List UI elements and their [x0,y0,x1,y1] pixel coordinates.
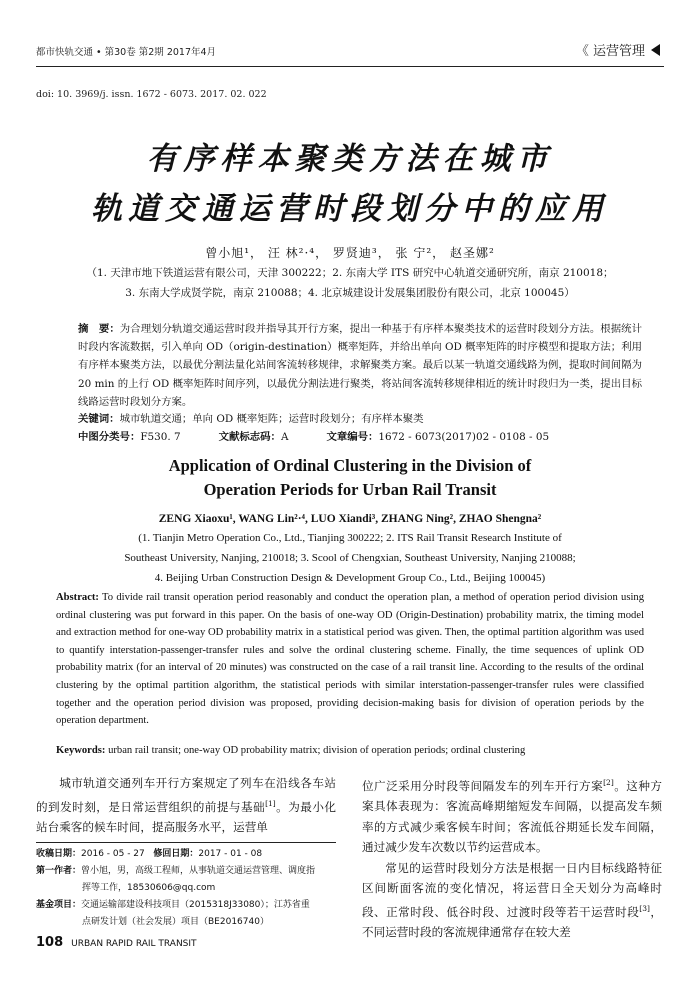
footnote-rule [36,842,336,843]
article-no-label: 文章编号： [326,431,379,443]
title-cn-line-2: 轨道交通运营时段划分中的应用 [91,191,609,227]
received-label: 收稿日期： [36,849,82,859]
footnote-fund [36,897,336,931]
clc-value: F530. 7 [140,431,181,443]
body-right-para-1: 位广泛采用分时段等间隔发车的列车开行方案[2]。这种方案具体表现为：客流高峰期缩短发车间隔，以提高发车频率的方式减少乘客候车时间；客流低谷期延长发车间隔，通过减少发车次数以节约运营成本。 [362,778,662,855]
header-rule [36,66,664,67]
affiliation-en-3: 4. Beijing Urban Construction Design & Development Group Co., Ltd., Beijing 100045) [154,572,546,584]
received-date: 2016 - 05 - 27 [81,849,145,859]
body-left-text-2: 。为最小化站台乘客的候车时间，提高服务水平，运营单 [36,799,336,834]
doc-code-label: 文献标志码： [218,431,281,443]
keywords-cn [78,410,424,425]
doc-code-value: A [280,431,289,443]
body-left-column [36,773,336,837]
revised-date: 2017 - 01 - 08 [198,849,263,859]
abstract-cn-text: 为合理划分轨道交通运营时段并指导其开行方案，提出一种基于有序样本聚类技术的运营时段划分方法。根据统计时段内客流数据，引入单向 OD（origin-destination）概率矩阵，并给出单向 OD 概率矩阵的时序模型和提取方法；利用有序样本聚类方法，以最优分割法量化站间客流转移规律，求解聚类方案。最后以某一轨道交通线路为例，提取时间间隔为 20 min 的上行 OD 概率矩阵时间序列，以最优分割法进行聚类，将站间客流转移规律相近的统计时段归为一类，提出目标线路运营时段划分方案。 [78,323,643,408]
keywords-en [56,745,525,756]
running-header: 都市快轨交通 • 第30卷 第2期 2017年4月 [36,47,217,58]
fund-line-1: 交通运输部建设科技项目（2015318J33080）；江苏省重 [81,900,310,910]
author-line-1: 曾小旭，男，高级工程师，从事轨道交通运营管理、调度指 [81,866,316,876]
page-footer [36,935,197,950]
doi: doi: 10. 3969/j. issn. 1672 - 6073. 2017. 02. 022 [36,89,267,100]
article-no-value: 1672 - 6073(2017)02 - 0108 - 05 [378,431,550,443]
classification-line [78,428,549,443]
clc-label: 中图分类号： [78,431,141,443]
triangle-marker-icon [651,44,660,56]
abstract-en-label: Abstract: [56,592,99,603]
title-cn-line-1: 有序样本聚类方法在城市 [146,141,554,177]
title-en-line-1: Application of Ordinal Clustering in the Division of [168,456,532,475]
affiliation-en-2: Southeast University, Nanjing, 210018; 3. Scool of Chengxian, Southeast University, Nanjing 210088; [124,552,576,564]
affiliation-cn-2: 3. 东南大学成贤学院，南京 210088；4. 北京城建设计发展集团股份有限公司，北京 100045） [125,287,575,299]
title-en-line-2: Operation Periods for Urban Rail Transit [203,480,497,499]
revised-label: 修回日期： [153,849,199,859]
affiliation-cn-1: （1. 天津市地下铁道运营有限公司，天津 300222；2. 东南大学 ITS 研究中心轨道交通研究所，南京 210018； [86,267,614,279]
authors-cn: 曾小旭¹， 汪 林²·⁴， 罗贤迪³， 张 宁²， 赵圣娜² [205,246,495,260]
abstract-cn-label: 摘 要： [78,323,120,335]
citation-1: [1] [265,798,276,808]
authors-en: ZENG Xiaoxu¹, WANG Lin²·⁴, LUO Xiandi³, ZHANG Ning², ZHAO Shengna² [158,513,542,525]
footer-journal: URBAN RAPID RAIL TRANSIT [71,939,197,949]
keywords-en-text: urban rail transit; one-way OD probability matrix; division of operation periods; ordinal clustering [108,745,526,756]
keywords-cn-label: 关键词： [78,413,120,425]
footnote-author [36,863,336,897]
keywords-en-label: Keywords: [56,745,106,756]
footnote-dates [36,846,336,863]
citation-3: [3] [639,903,650,913]
author-label: 第一作者： [36,866,82,876]
citation-2: [2] [603,778,614,787]
fund-line-2: 点研发计划（社会发展）项目（BE2016740） [82,917,269,927]
abstract-en-text: To divide rail transit operation period reasonably and conduct the operation plan, a method of operation period division using ordinal clustering was put forward in this paper. On the basis of one-way OD (Origin-Destination) probability matrix, the timing model and extraction method for one-way OD probability matrix in a statistical period was given. Then, the optimal partition algorithm was used to quantify interstation-passenger-transfer rules and solve the ordinal clustering scheme. Finally, the time sequences of uplink OD probability matrix (for an interval of 20 minutes) was constructed on the case of a rail transit line. According to the results of the ordinal clustering by the optimal partition algorithm, the statistical periods with similar interstation-passenger-transfer rules were classified together and the operation period division was proposed, providing decision-making basis for division of operation periods by the operation department. [56,592,644,727]
abstract-cn [78,320,642,411]
fund-label: 基金项目： [36,900,82,910]
body-right-para-2: 常见的运营时段划分方法是根据一日内目标线路特征区间断面客流的变化情况，将运营日全天划分为高峰时段、正常时段、低谷时段、过渡时段等若干运营时段[3]，不同运营时段的客流规律通常存在较大差 [362,860,662,940]
author-line-2: 挥等工作，18530606@qq.com [82,883,216,893]
section-name: 《 运营管理 [575,44,645,59]
body-right-column [362,773,662,943]
body-left-text: 城市轨道交通列车开行方案规定了列车在沿线各车站的到发时刻，是日常运营组织的前提与基础 [36,776,336,814]
affiliation-en-1: (1. Tianjin Metro Operation Co., Ltd., Tianjing 300222; 2. ITS Rail Transit Research Institute of [138,532,562,544]
page-number: 108 [36,935,64,950]
keywords-cn-text: 城市轨道交通；单向 OD 概率矩阵；运营时段划分；有序样本聚类 [119,413,424,425]
abstract-en [56,589,644,730]
section-label [576,40,660,59]
